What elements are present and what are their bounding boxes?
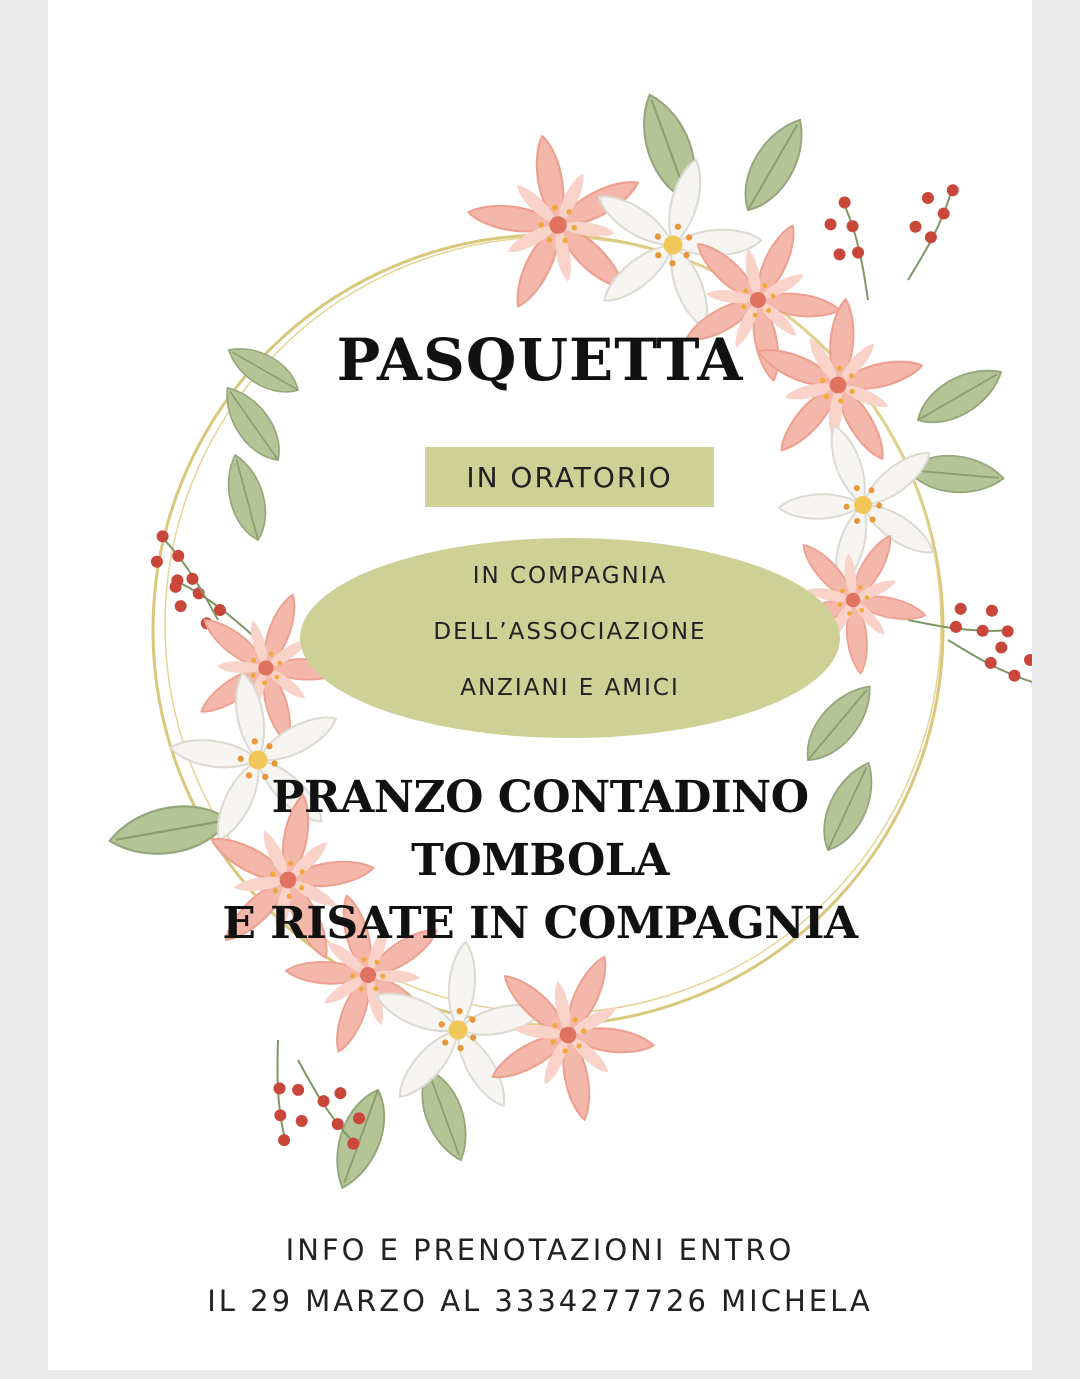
event-title: PASQUETTA (336, 326, 744, 394)
association-line-2: DELL’ASSOCIAZIONE (433, 619, 707, 645)
activity-line-2: TOMBOLA (411, 835, 669, 886)
info-line-2: IL 29 MARZO AL 3334277726 MICHELA (207, 1284, 873, 1318)
activity-line-3: E RISATE IN COMPAGNIA (222, 898, 858, 949)
poster-page (48, 0, 1032, 1370)
location-badge (425, 447, 714, 507)
activity-line-1: PRANZO CONTADINO (271, 772, 809, 823)
association-line-1: IN COMPAGNIA (472, 563, 668, 589)
info-line-1: INFO E PRENOTAZIONI ENTRO (285, 1233, 795, 1267)
location-badge-text: IN ORATORIO (466, 460, 673, 494)
association-line-3: ANZIANI E AMICI (460, 675, 680, 701)
